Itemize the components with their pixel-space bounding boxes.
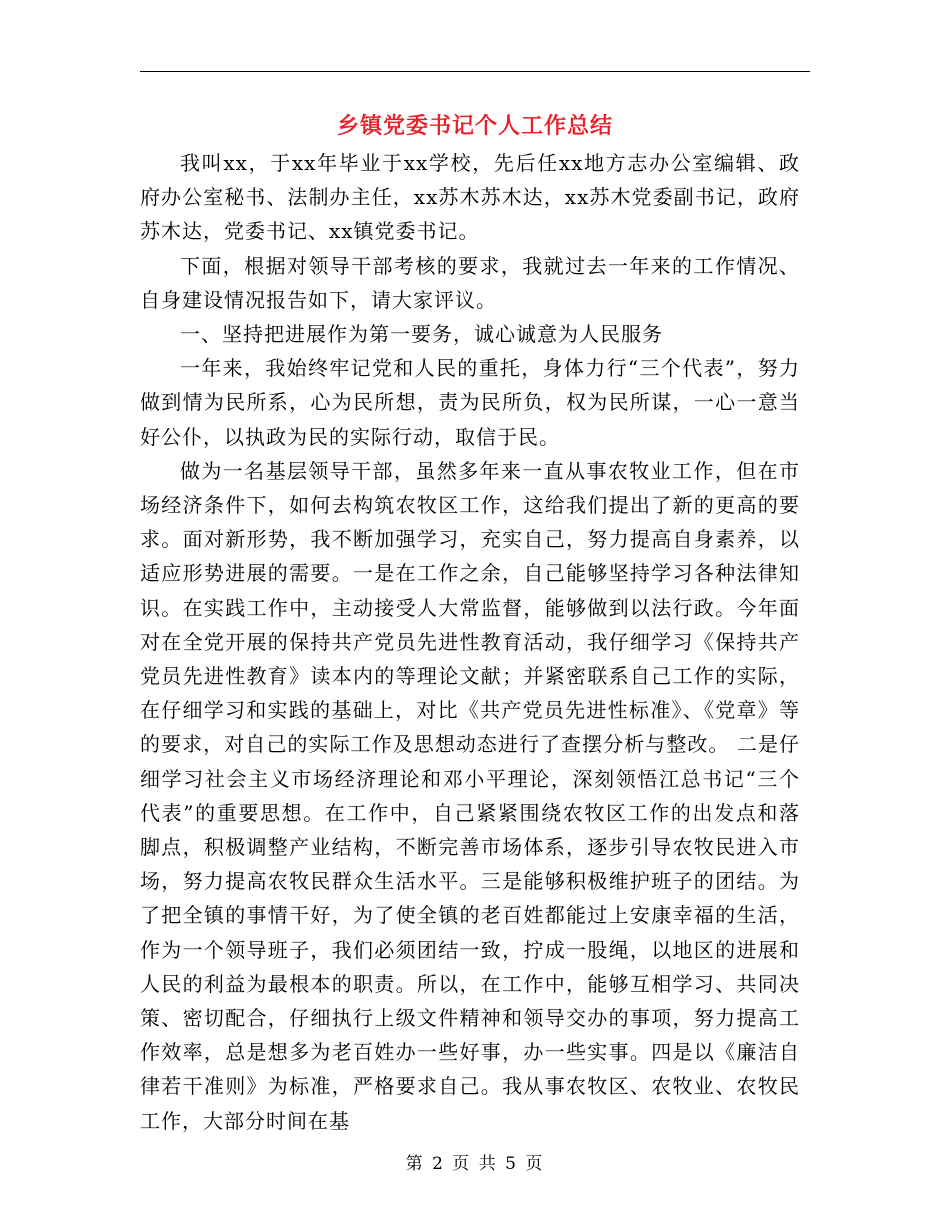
paragraph-commitment: 一年来，我始终牢记党和人民的重托，身体力行“三个代表”，努力做到情为民所系，心为民所想，责为民所负，权为民所谋，一心一意当好公仆，以执政为民的实际行动，取信于民。 [140, 356, 800, 449]
paragraph-intro: 我叫xx，于xx年毕业于xx学校，先后任xx地方志办公室编辑、政府办公室秘书、法制办主任，xx苏木苏木达，xx苏木党委副书记，政府苏木达，党委书记、xx镇党委书记。 [140, 151, 800, 244]
paragraph-study: 做为一名基层领导干部，虽然多年来一直从事农牧业工作，但在市场经济条件下，如何去构筑农牧区工作，这给我们提出了新的更高的要求。面对新形势，我不断加强学习，充实自己，努力提高自身素养，以适应形势进展的需要。一是在工作之余，自己能够坚持学习各种法律知识。在实践工作中，主动接受人大常监督，能够做到以法行政。今年面对在全党开展的保持共产党员先进性教育活动，我仔细学习《保持共产党员先进性教育》读本内的等理论文献；并紧密联系自己工作的实际，在仔细学习和实践的基础上，对比《共产党员先进性标准》、《党章》等的要求，对自己的实际工作及思想动态进行了查摆分析与整改。 二是仔细学习社会主义市场经济理论和邓小平理论，深刻领悟江总书记“三个代表”的重要思想。在工作中，自己紧紧围绕农牧区工作的出发点和落脚点，积极调整产业结构，不断完善市场体系，逐步引导农牧民进入市场，努力提高农牧民群众生活水平。三是能够积极维护班子的团结。为了把全镇的事情干好，为了使全镇的老百姓都能过上安康幸福的生活，作为一个领导班子，我们必须团结一致，拧成一股绳，以地区的进展和人民的利益为最根本的职责。所以，在工作中，能够互相学习、共同决策、密切配合，仔细执行上级文件精神和领导交办的事项，努力提高工作效率，总是想多为老百姓办一些好事，办一些实事。四是以《廉洁自律若干准则》为标准，严格要求自己。我从事农牧区、农牧业、农牧民工作，大部分时间在基 [140, 458, 800, 1133]
section-heading-1: 一、坚持把进展作为第一要务，诚心诚意为人民服务 [180, 322, 663, 347]
page-number: 第 2 页 共 5 页 [405, 1154, 545, 1174]
header-rule [140, 71, 810, 72]
document-title: 乡镇党委书记个人工作总结 [336, 113, 613, 139]
document-body [140, 146, 800, 1138]
paragraph-report: 下面，根据对领导干部考核的要求，我就过去一年来的工作情况、自身建设情况报告如下，请大家评议。 [140, 253, 800, 312]
